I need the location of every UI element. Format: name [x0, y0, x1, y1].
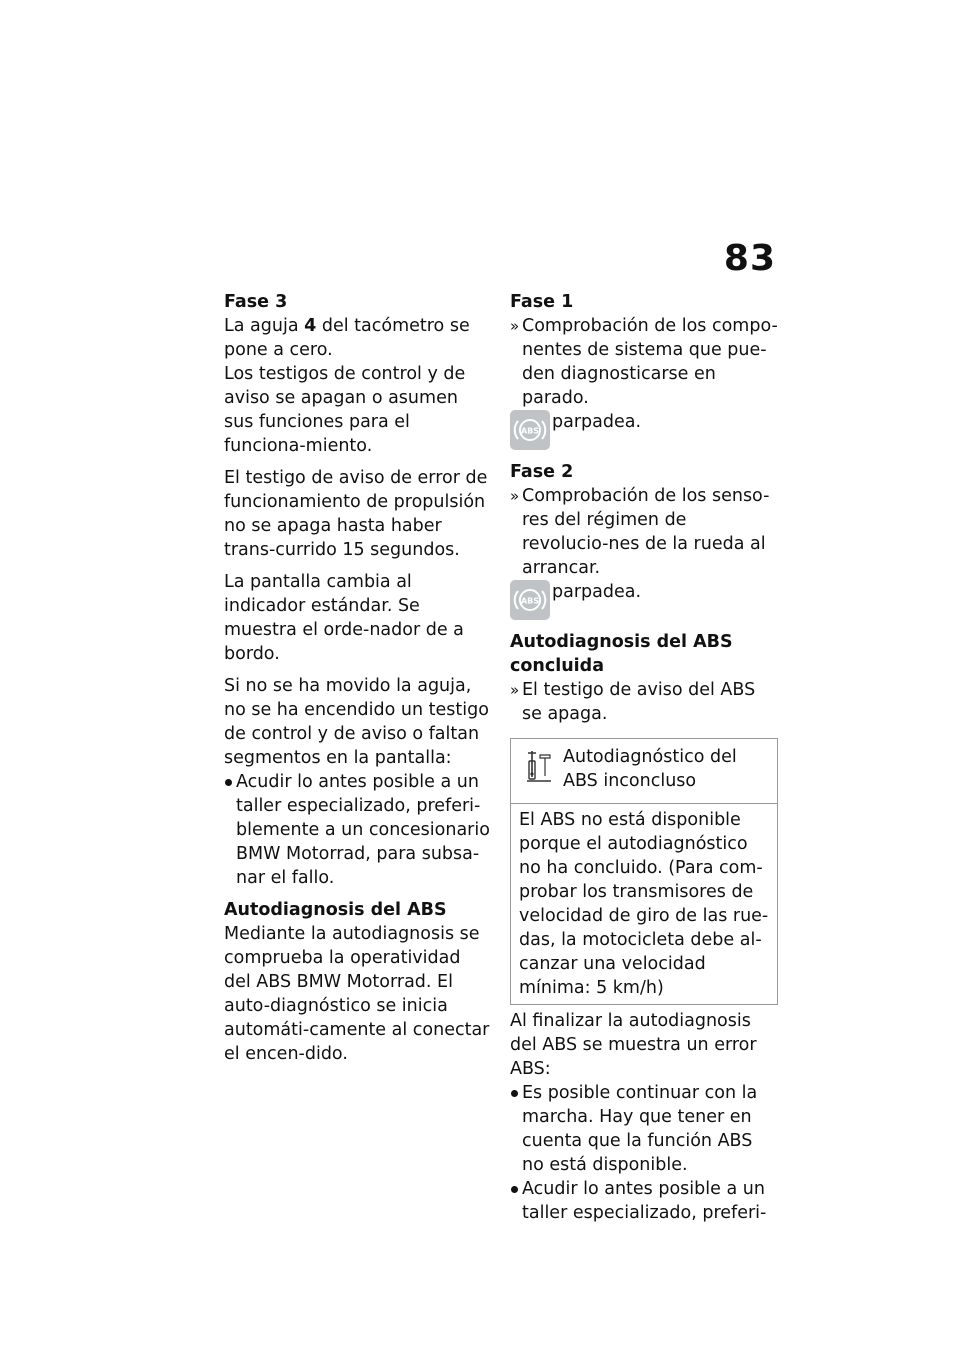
fase1-heading: Fase 1 — [510, 292, 574, 312]
fase3-heading: Fase 3 — [224, 292, 288, 312]
fase3-text-2: Los testigos de control y de aviso se apagan o asumen sus funciones para el funciona-miento. — [224, 364, 466, 456]
autodiag-paragraph: Mediante la autodiagnosis se comprueba la operatividad del ABS BMW Motorrad. El auto-diagnóstico se inicia automáti-camente al conectar el encen-dido. — [224, 924, 490, 1064]
wrench-icon — [519, 747, 557, 785]
display-paragraph: La pantalla cambia al indicador estándar. Se muestra el orde-nador de a bordo. — [224, 572, 464, 664]
abs-warning-icon — [510, 580, 550, 620]
concluded-step: » El testigo de aviso del ABS se apaga. — [510, 678, 778, 726]
notice-header — [511, 739, 777, 804]
fase3-text-1 — [224, 314, 490, 362]
condition-paragraph: Si no se ha movido la aguja, no se ha encendido un testigo de control y de aviso o faltan segmentos en la pantalla: — [224, 676, 489, 768]
svg-text:ABS: ABS — [520, 596, 540, 606]
notice-body: El ABS no está disponible porque el autodiagnóstico no ha concluido. (Para com-probar los transmisores de velocidad de giro de las rue-das, la motocicleta debe al-canzar una velocidad mínima: 5 km/h) — [519, 810, 769, 998]
fase2-heading: Fase 2 — [510, 462, 574, 482]
fase1-step: » Comprobación de los compo-nentes de sistema que pue-den diagnosticarse en parado. — [510, 314, 778, 410]
notice-title: Autodiagnóstico del ABS inconcluso — [563, 747, 737, 791]
fase1-icon-line — [510, 410, 778, 450]
autodiag-heading: Autodiagnosis del ABS — [224, 900, 447, 920]
fase2-step: » Comprobación de los senso-res del régimen de revolucio-nes de la rueda al arrancar. — [510, 484, 778, 580]
fase3-text-1-post: del tacómetro se pone a cero. — [224, 316, 470, 360]
after-paragraph: Al finalizar la autodiagnosis del ABS se muestra un error ABS: — [510, 1011, 757, 1079]
error-paragraph: El testigo de aviso de error de funcionamiento de propulsión no se apaga hasta haber trans-currido 15 segundos. — [224, 468, 488, 560]
continue-bullet: Es posible continuar con la marcha. Hay que tener en cuenta que la función ABS no está disponible. — [510, 1081, 778, 1177]
needle-number: 4 — [304, 316, 317, 336]
workshop-bullet-right: Acudir lo antes posible a un taller especializado, preferi- — [510, 1177, 778, 1225]
abs-warning-icon — [510, 410, 550, 450]
fase3-text-1-pre: La aguja — [224, 316, 305, 336]
left-column — [224, 290, 490, 1074]
notice-box — [510, 738, 778, 1005]
concluded-heading: Autodiagnosis del ABS concluida — [510, 632, 733, 676]
svg-text:ABS: ABS — [520, 426, 540, 436]
page-number: 83 — [723, 238, 776, 279]
fase2-icon-text: parpadea. — [552, 582, 642, 602]
fase2-icon-line — [510, 580, 778, 620]
right-column — [510, 290, 778, 1225]
fase1-icon-text: parpadea. — [552, 412, 642, 432]
workshop-bullet: Acudir lo antes posible a un taller especializado, preferi-blemente a un concesionario BMW Motorrad, para subsa-nar el fallo. — [224, 770, 490, 890]
